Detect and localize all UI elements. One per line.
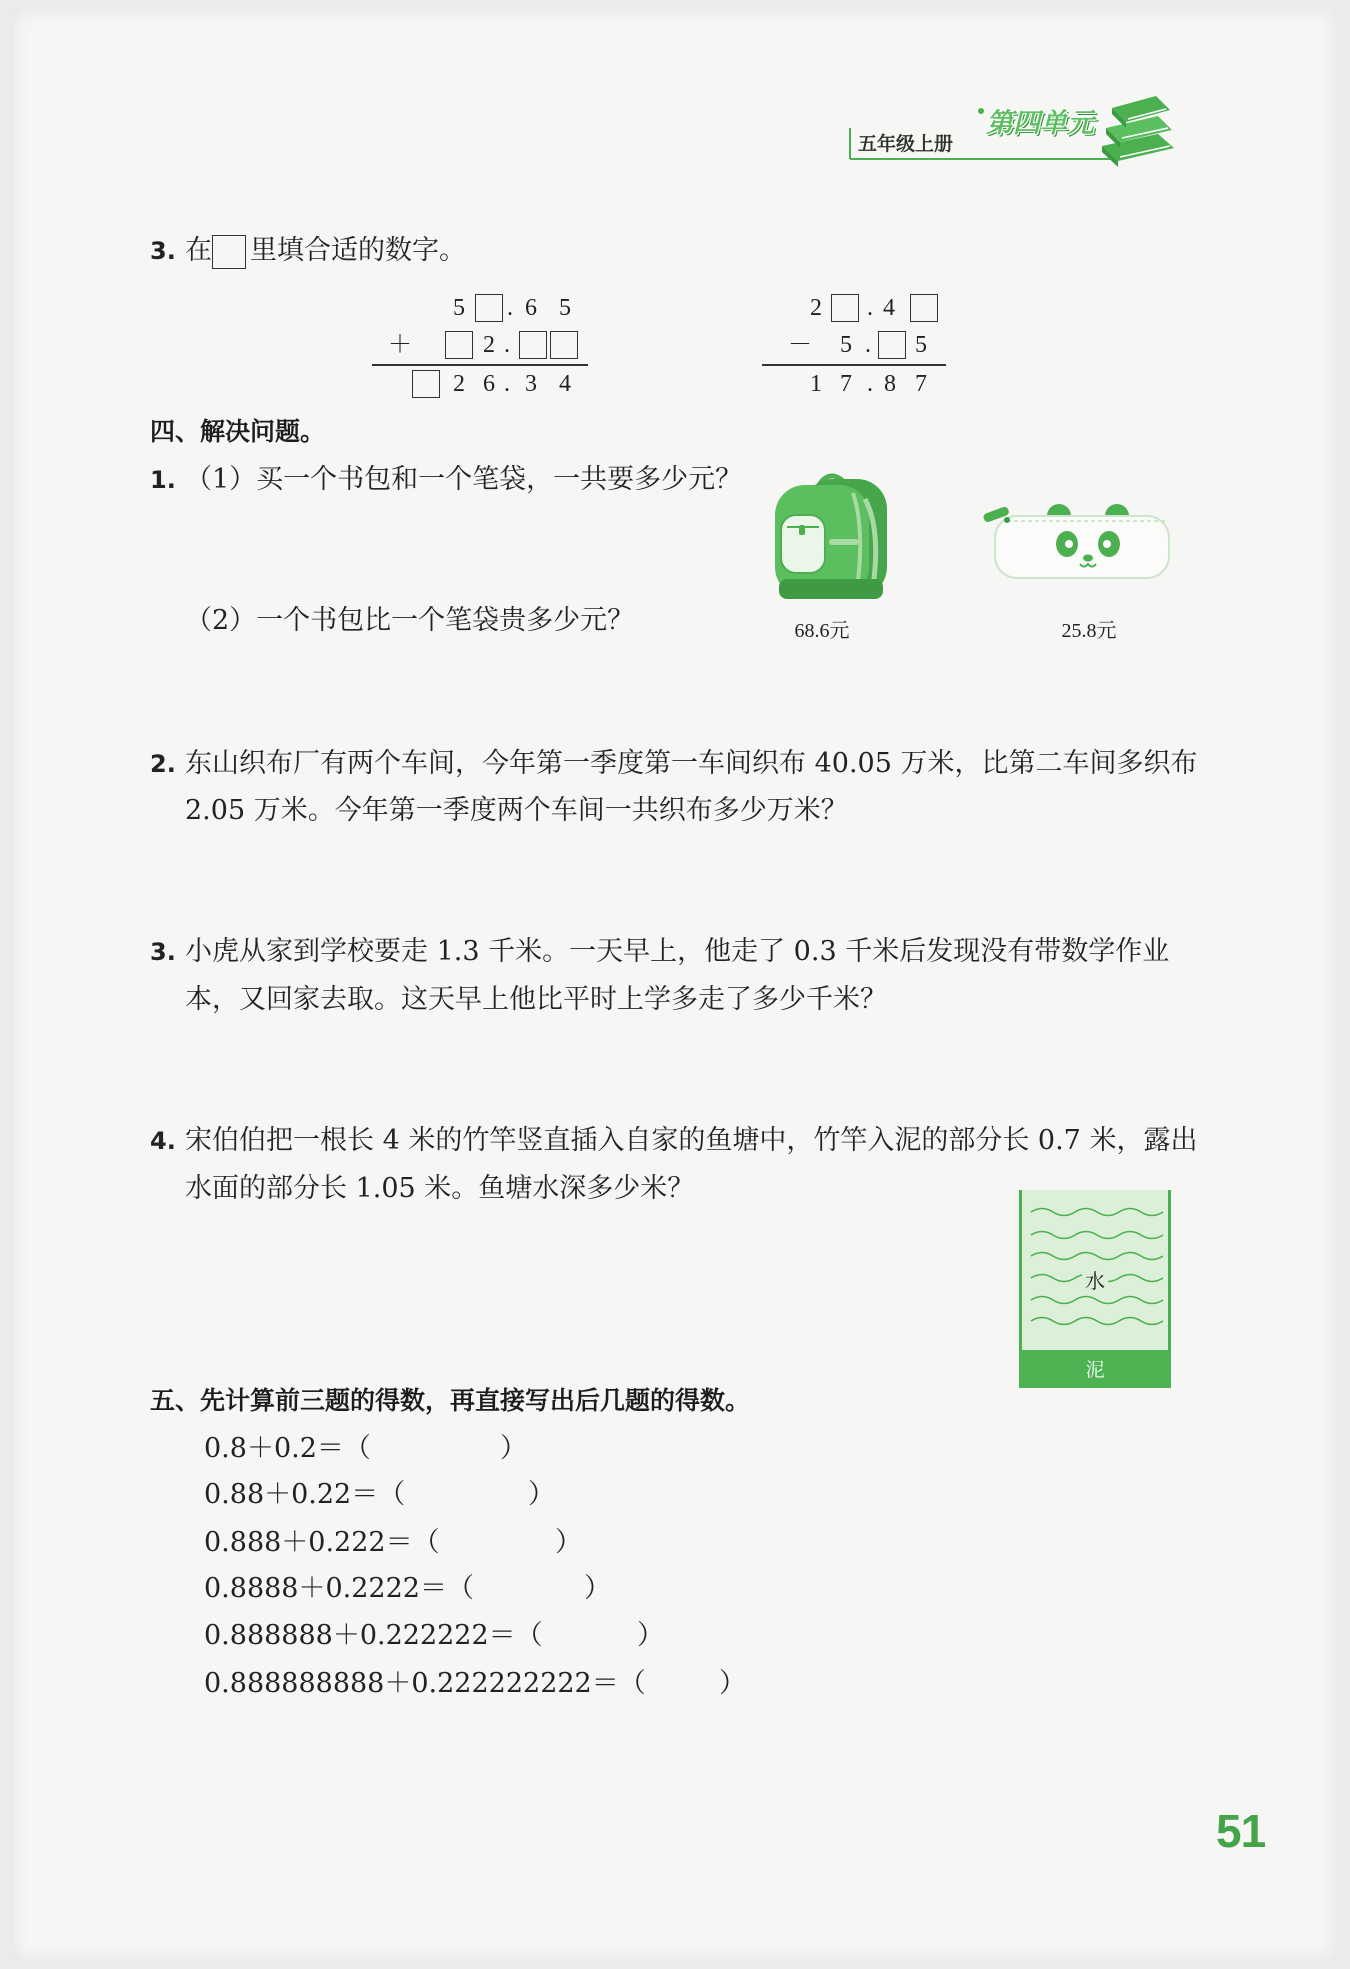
equation-2: 0.88＋0.22＝（ [204, 1479, 406, 1510]
answer-box [519, 331, 547, 359]
digit: 6 [525, 295, 537, 321]
digit: 5 [453, 295, 465, 321]
problem4-number: 4. [150, 1127, 176, 1155]
answer-box [831, 294, 859, 322]
problem3-line1: 小虎从家到学校要走 1.3 千米。一天早上，他走了 0.3 千米后发现没有带数学作业 [185, 936, 1170, 967]
answer-box [878, 331, 906, 359]
water-label: 水 [1085, 1269, 1105, 1293]
equation-4: 0.8888＋0.2222＝（ [204, 1573, 474, 1604]
page-number: 51 [1216, 1805, 1266, 1857]
digit: 7 [840, 371, 852, 397]
sum-line [372, 364, 588, 366]
digit: 8 [884, 371, 896, 397]
equation-6-close: ） [719, 1668, 746, 1699]
section4-heading: 四、解决问题。 [150, 417, 326, 446]
answer-box [910, 294, 938, 322]
problem4-line2: 水面的部分长 1.05 米。鱼塘水深多少米？ [185, 1173, 695, 1204]
digit: 5 [915, 332, 927, 358]
decimal-point: . [867, 295, 873, 321]
problem2-number: 2. [150, 750, 176, 778]
equation-4-close: ） [584, 1573, 611, 1604]
equation-1: 0.8＋0.2＝（ [204, 1433, 371, 1464]
q3-prompt-before: 在 [185, 235, 212, 266]
digit: 5 [559, 295, 571, 321]
digit: 6 [483, 371, 495, 397]
problem1-number: 1. [150, 466, 176, 494]
decimal-point: . [867, 371, 873, 397]
zipper-pull [982, 506, 1010, 523]
equation-6: 0.888888888＋0.222222222＝（ [204, 1668, 646, 1699]
digit: 4 [883, 295, 895, 321]
problem2-line2: 2.05 万米。今年第一季度两个车间一共织布多少万米？ [185, 795, 848, 826]
difference-line [762, 364, 946, 366]
equation-5: 0.888888＋0.222222＝（ [204, 1620, 543, 1651]
problem1-part2: （2）一个书包比一个笔袋贵多少元？ [185, 605, 635, 636]
digit: 2 [453, 371, 465, 397]
digit: 2 [483, 332, 495, 358]
problem3-line2: 本，又回家去取。这天早上他比平时上学多走了多少千米？ [185, 984, 887, 1015]
digit: 2 [810, 295, 822, 321]
answer-box [445, 331, 473, 359]
backpack-illustration [769, 469, 894, 602]
decimal-point: . [507, 295, 513, 321]
pond-illustration [1019, 1190, 1171, 1388]
q3-prompt-after: 里填合适的数字。 [250, 235, 466, 266]
decimal-point: . [865, 332, 871, 358]
unit-title: 第四单元 [986, 108, 1094, 139]
equation-1-close: ） [500, 1433, 527, 1464]
grade-label: 五年级上册 [858, 133, 954, 155]
backpack-price: 68.6元 [794, 620, 850, 642]
answer-box [550, 331, 578, 359]
section5-heading: 五、先计算前三题的得数，再直接写出后几题的得数。 [150, 1386, 751, 1415]
answer-box [412, 370, 440, 398]
equation-3-close: ） [555, 1527, 582, 1558]
q3-prompt-box [212, 235, 246, 269]
digit: 3 [525, 371, 537, 397]
equation-5-close: ） [637, 1620, 664, 1651]
equation-3: 0.888＋0.222＝（ [204, 1527, 440, 1558]
digit: 4 [559, 371, 571, 397]
problem4-line1: 宋伯伯把一根长 4 米的竹竿竖直插入自家的鱼塘中，竹竿入泥的部分长 0.7 米，露出 [185, 1125, 1198, 1156]
minus-sign: － [788, 332, 812, 358]
pencil-case-price: 25.8元 [1061, 620, 1117, 642]
answer-box [475, 294, 503, 322]
pencil-case-illustration [981, 500, 1171, 588]
problem1-part1: （1）买一个书包和一个笔袋，一共要多少元？ [185, 464, 743, 495]
problem2-line1: 东山织布厂有两个车间，今年第一季度第一车间织布 40.05 万米，比第二车间多织布 [185, 748, 1198, 779]
book-stack-icon [1102, 96, 1174, 167]
digit: 7 [915, 371, 927, 397]
plus-sign: ＋ [388, 332, 412, 358]
digit: 5 [840, 332, 852, 358]
q3-number: 3. [150, 237, 176, 265]
equation-2-close: ） [528, 1479, 555, 1510]
digit: 1 [810, 371, 822, 397]
problem3-number: 3. [150, 938, 176, 966]
decimal-point: . [504, 332, 510, 358]
decimal-point: . [504, 371, 510, 397]
mud-label: 泥 [1085, 1359, 1105, 1381]
